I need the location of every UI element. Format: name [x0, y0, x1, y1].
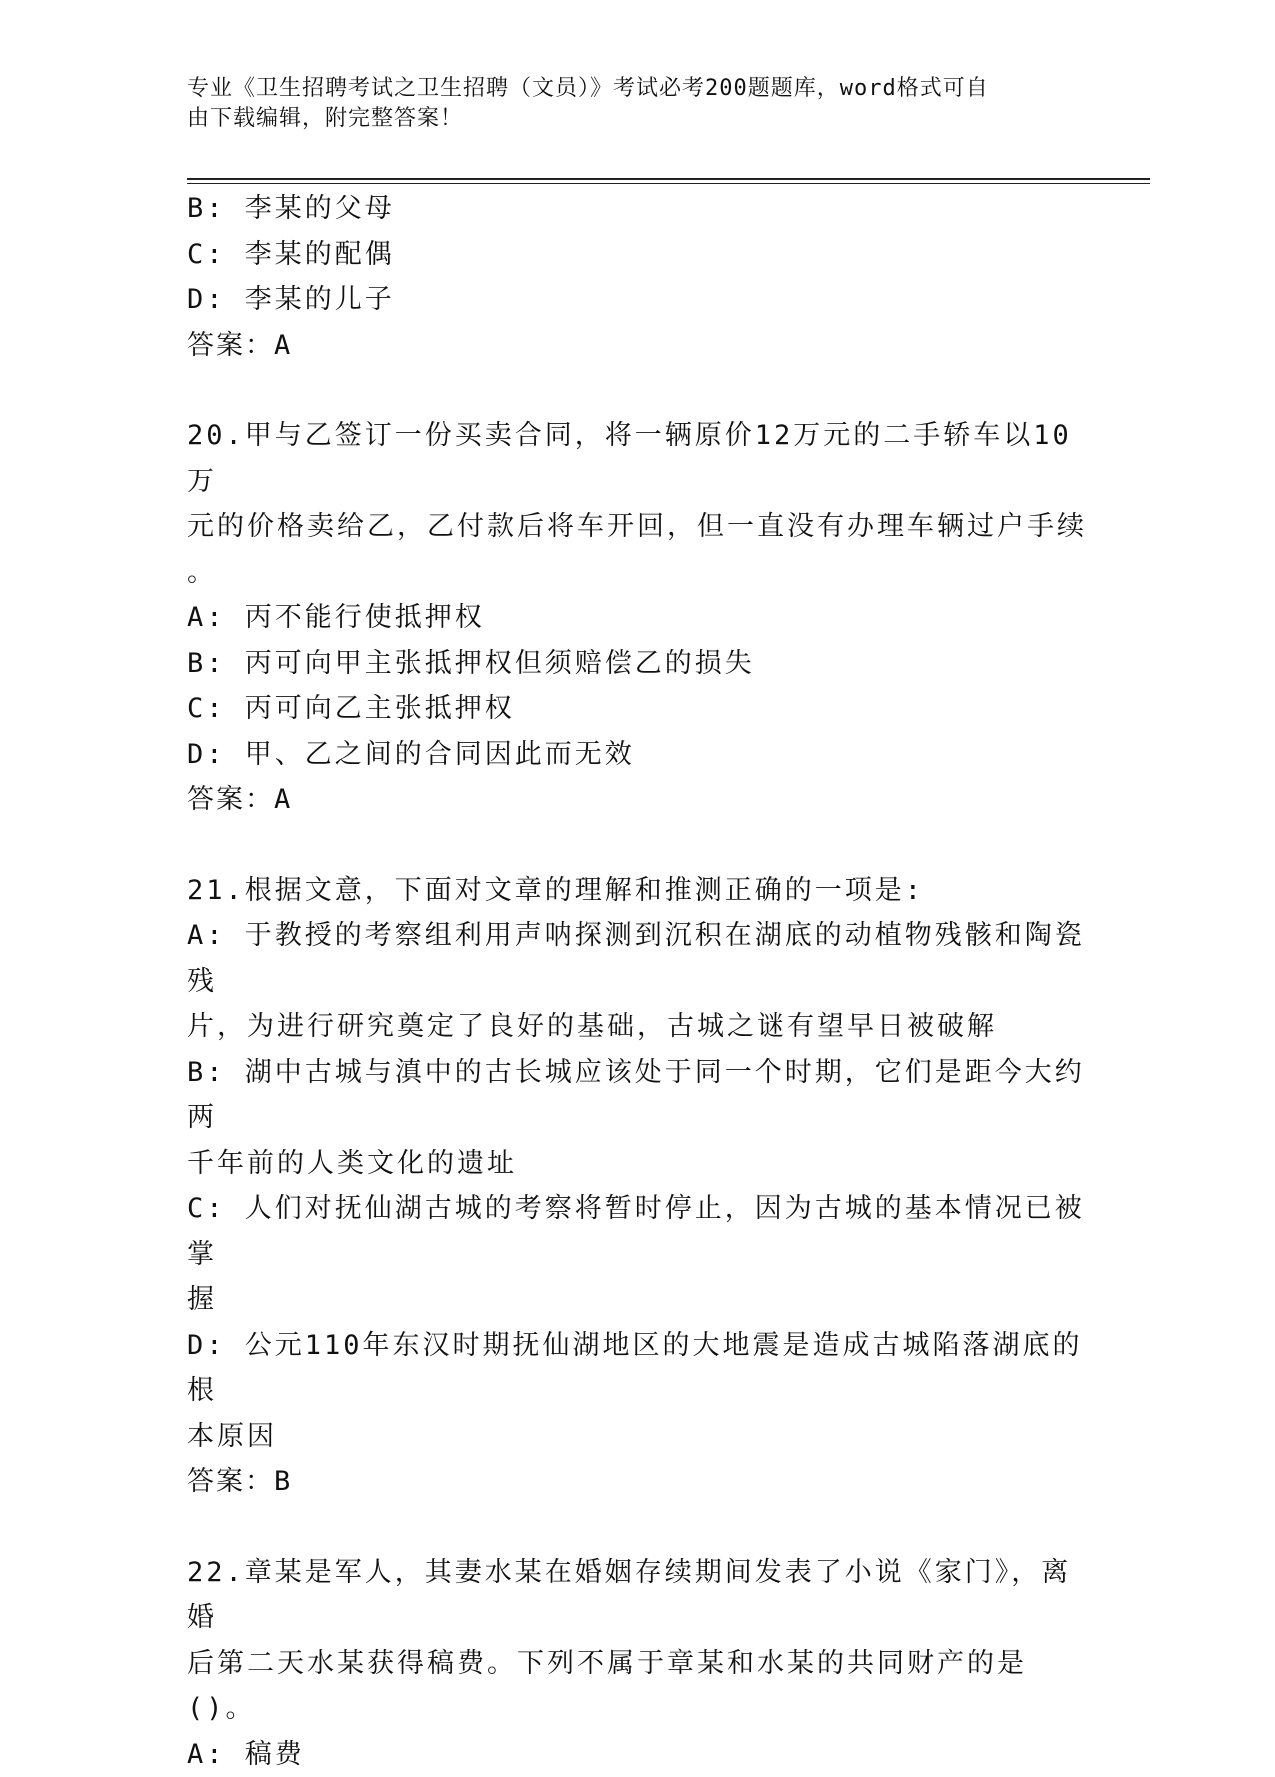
question-stem: 21.根据文意，下面对文章的理解和推测正确的一项是: [187, 868, 1087, 914]
question-stem: 20.甲与乙签订一份买卖合同，将一辆原价12万元的二手轿车以10万 [187, 413, 1087, 504]
option-d: D: 公元110年东汉时期抚仙湖地区的大地震是造成古城陷落湖底的根 [187, 1323, 1087, 1414]
header-line: 专业《卫生招聘考试之卫生招聘（文员）》考试必考200题题库，word格式可自 [187, 74, 1067, 104]
answer: 答案：A [187, 323, 1087, 369]
option-d: 本原因 [187, 1414, 1087, 1460]
question-content [187, 186, 1087, 1777]
answer: 答案：A [187, 777, 1087, 823]
option-b: B: 李某的父母 [187, 186, 1087, 232]
question-stem: 后第二天水某获得稿费。下列不属于章某和水某的共同财产的是()。 [187, 1641, 1087, 1732]
spacer [187, 823, 1087, 868]
option-a: 片，为进行研究奠定了良好的基础，古城之谜有望早日被破解 [187, 1004, 1087, 1050]
option-a: A: 丙不能行使抵押权 [187, 595, 1087, 641]
question-stem: 22.章某是军人，其妻水某在婚姻存续期间发表了小说《家门》，离婚 [187, 1550, 1087, 1641]
option-c: C: 李某的配偶 [187, 232, 1087, 278]
answer: 答案：B [187, 1459, 1087, 1505]
option-a: A: 稿费 [187, 1732, 1087, 1777]
header-rule [187, 178, 1150, 180]
spacer [187, 1505, 1087, 1550]
question-stem: 元的价格卖给乙，乙付款后将车开回，但一直没有办理车辆过户手续 [187, 504, 1087, 550]
document-header [187, 74, 1067, 134]
header-rule [187, 183, 1150, 184]
option-d: D: 李某的儿子 [187, 277, 1087, 323]
question-stem: 。 [187, 550, 1087, 596]
header-line: 由下载编辑，附完整答案！ [187, 104, 1067, 134]
option-a: A: 于教授的考察组利用声呐探测到沉积在湖底的动植物残骸和陶瓷残 [187, 913, 1087, 1004]
option-c: 握 [187, 1277, 1087, 1323]
option-b: 千年前的人类文化的遗址 [187, 1141, 1087, 1187]
option-c: C: 丙可向乙主张抵押权 [187, 686, 1087, 732]
option-c: C: 人们对抚仙湖古城的考察将暂时停止，因为古城的基本情况已被掌 [187, 1186, 1087, 1277]
option-d: D: 甲、乙之间的合同因此而无效 [187, 732, 1087, 778]
option-b: B: 湖中古城与滇中的古长城应该处于同一个时期，它们是距今大约两 [187, 1050, 1087, 1141]
option-b: B: 丙可向甲主张抵押权但须赔偿乙的损失 [187, 641, 1087, 687]
spacer [187, 368, 1087, 413]
